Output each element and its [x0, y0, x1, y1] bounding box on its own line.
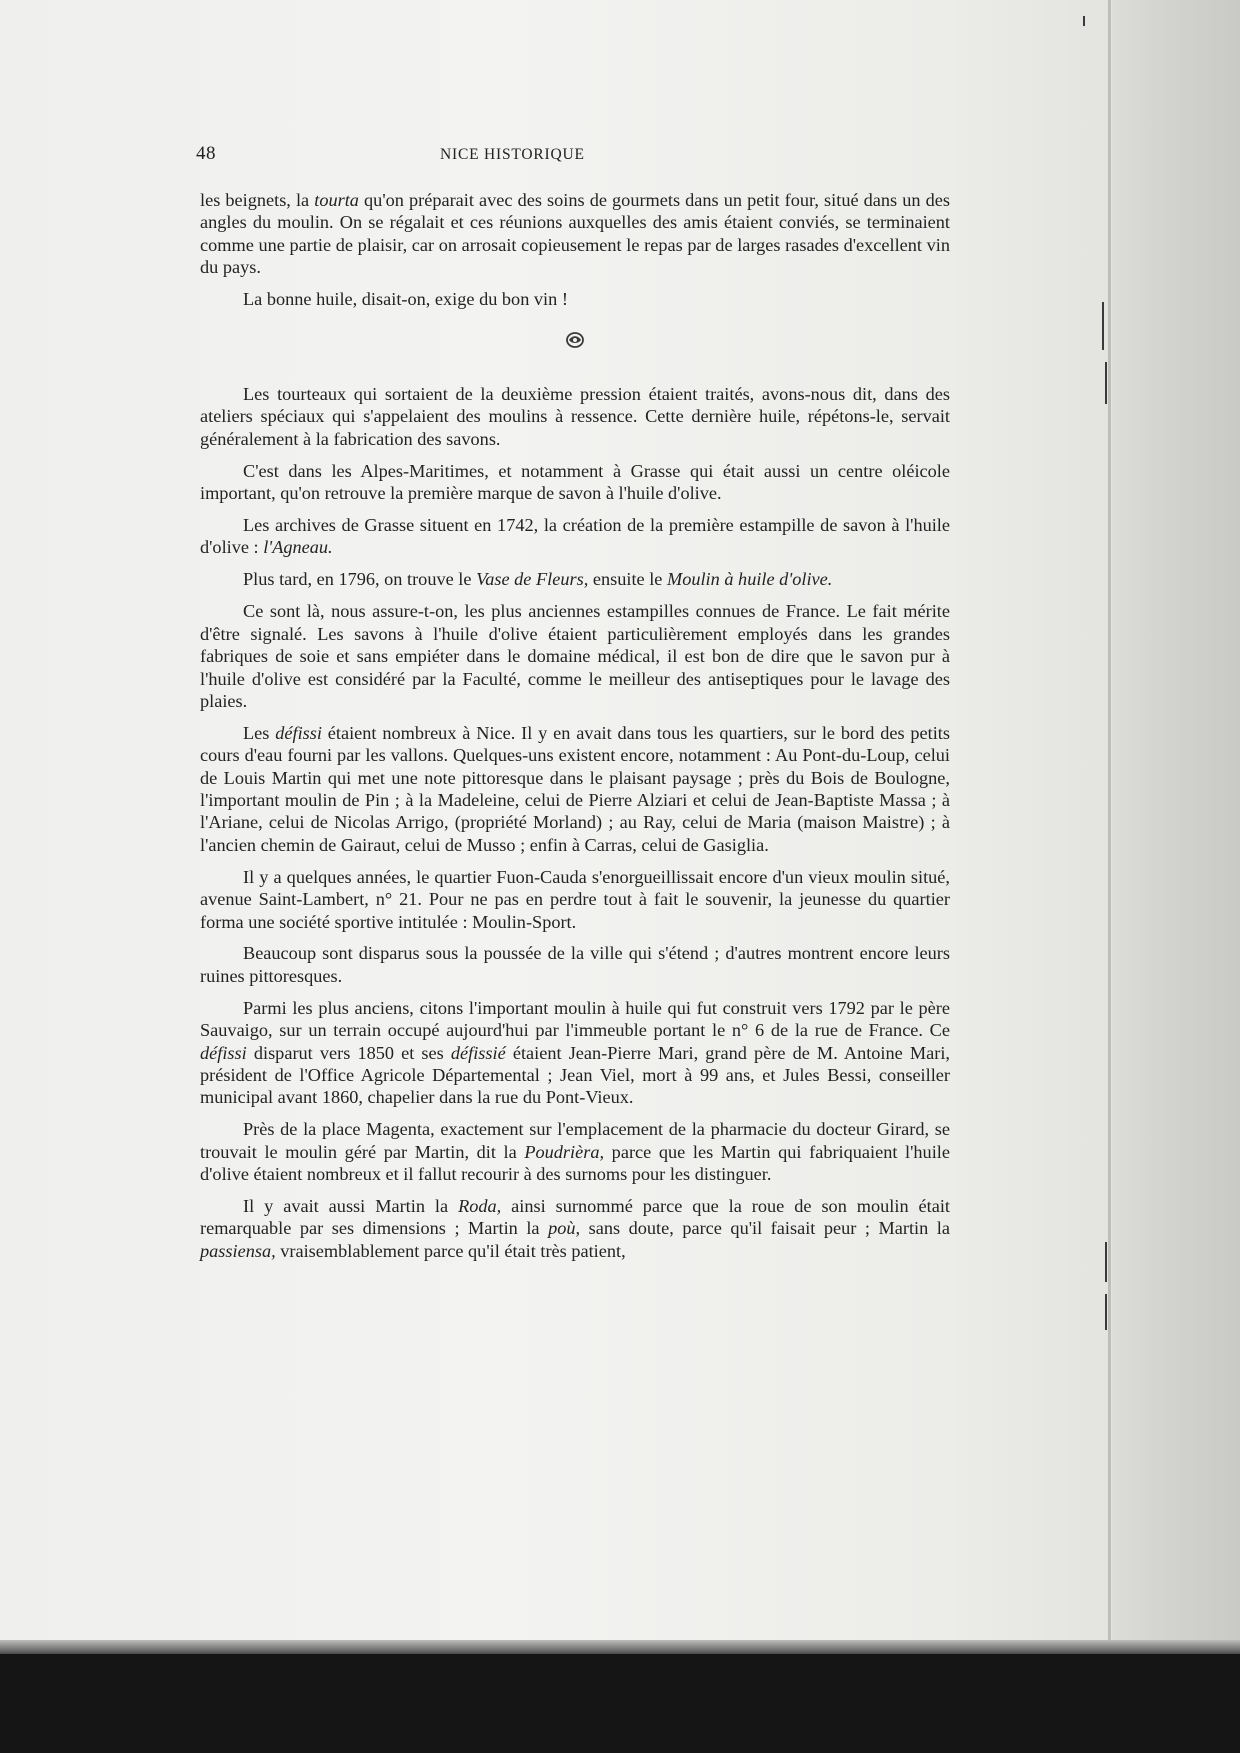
text-run: étaient nombreux à Nice. Il y en avait dans tous les quartiers, sur le bord des petits cours d'eau fourni par les vallons. Quelques-uns existent encore, notamment : Au Pont-du-Loup, celui de Louis Martin qui met une note pittoresque dans le plaisant paysage ; près du Bois de Boulogne, l'important moulin de Pin ; à la Madeleine, celui de Pierre Alziari et celui de Jean-Baptiste Massa ; à l'Ariane, celui de Nicolas Arrigo, (propriété Morland) ; au Ray, celui de Maria (maison Maistre) ; à l'ancien chemin de Gairaut, celui de Musso ; enfin à Carras, celui de Gasiglia.: [200, 722, 951, 855]
running-title: NICE HISTORIQUE: [440, 146, 585, 163]
page-number: 48: [196, 143, 216, 164]
italic-term: l'Agneau.: [263, 537, 333, 558]
text-run: Parmi les plus anciens, citons l'important moulin à huile qui fut construit vers 1792 par le père Sauvaigo, sur un terrain occupé aujourd'hui par l'immeuble portant le n° 6 de la rue de France. Ce: [200, 997, 950, 1041]
text-run: Les tourteaux qui sortaient de la deuxième pression étaient traités, avons-nous dit, dans des ateliers spéciaux qui s'appelaient des moulins à ressence. Cette dernière huile, répétons-le, servait généralement à la fabrication des savons.: [200, 384, 950, 449]
paragraph: [200, 383, 950, 450]
text-run: Il y avait aussi Martin la: [243, 1196, 459, 1217]
text-run: vraisemblablement parce qu'il était très patient,: [275, 1240, 626, 1261]
text-run: ensuite le: [588, 569, 667, 590]
italic-term: poù,: [548, 1218, 581, 1239]
paragraph: [200, 460, 950, 505]
text-run: sans doute, parce qu'il faisait peur ; Martin la: [580, 1218, 950, 1239]
italic-term: passiensa,: [200, 1240, 276, 1261]
italic-term: défissié: [450, 1042, 506, 1063]
paragraph: [200, 722, 950, 856]
scanner-background: [0, 1654, 1240, 1753]
page-fold-line: [1108, 0, 1111, 1648]
italic-term: Vase de Fleurs,: [476, 569, 589, 590]
italic-term: Roda,: [458, 1196, 502, 1217]
text-run: Ce sont là, nous assure-t-on, les plus anciennes estampilles connues de France. Le fait mérite d'être signalé. Les savons à l'huile d'olive étaient particulièrement employés dans les grandes fabriques de soie et sans empiéter dans le domaine médical, il est bon de dire que le savon pur à l'huile d'olive est considéré par la Faculté, comme le meilleur des antiseptiques pour le lavage des plaies.: [200, 601, 950, 711]
text-run: ainsi surnommé parce que la roue de son moulin était remarquable par ses dimensions ; Martin la: [200, 1196, 950, 1239]
paragraph: [200, 1195, 950, 1262]
margin-mark: [1105, 362, 1107, 404]
paragraph: [200, 514, 950, 559]
text-run: Les: [243, 722, 276, 743]
page-right-edge: [1112, 0, 1240, 1648]
paragraph: [200, 600, 950, 712]
italic-term: défissi: [200, 1042, 247, 1063]
margin-mark: [1105, 1242, 1107, 1282]
text-run: C'est dans les Alpes-Maritimes, et notamment à Grasse qui était aussi un centre oléicole important, qu'on retrouve la première marque de savon à l'huile d'olive.: [200, 460, 950, 504]
text-run: Les archives de Grasse situent en 1742, la création de la première estampille de savon à l'huile d'olive :: [200, 515, 950, 558]
paragraph: [200, 1118, 950, 1185]
italic-term: Poudrièra,: [524, 1141, 605, 1162]
text-run: Il y a quelques années, le quartier Fuon-Cauda s'enorgueillissait encore d'un vieux moulin situé, avenue Saint-Lambert, n° 21. Pour ne pas en perdre tout à fait le souvenir, la jeunesse du quartier forma une société sportive intitulée : Moulin-Sport.: [200, 866, 950, 932]
paragraph: [200, 288, 950, 310]
paragraph: [200, 866, 950, 933]
text-run: parce que les Martin qui fabriquaient l'huile d'olive étaient nombreux et il fallut recourir à des surnoms pour les distinguer.: [200, 1141, 950, 1185]
fleuron-icon: [565, 331, 585, 349]
article-body: [200, 189, 950, 1272]
text-run: Beaucoup sont disparus sous la poussée de la ville qui s'étend ; d'autres montrent encore leurs ruines pittoresques.: [200, 943, 950, 986]
italic-term: défissi: [275, 722, 322, 743]
italic-term: Moulin à huile d'olive.: [666, 569, 833, 590]
paragraph: [200, 189, 950, 279]
text-run: disparut vers 1850 et ses: [246, 1042, 451, 1063]
text-run: les beignets, la: [200, 190, 315, 210]
text-run: qu'on préparait avec des soins de gourmets dans un petit four, situé dans un des angles du moulin. On se régalait et ces réunions auxquelles des amis étaient conviés, se terminaient comme une partie de plaisir, car on arrosait copieusement le repas par de larges rasades d'excellent vin du pays.: [200, 190, 950, 278]
fleuron-ornament-icon: [200, 320, 950, 383]
text-run: La bonne huile, disait-on, exige du bon vin !: [243, 289, 568, 310]
margin-mark: [1105, 1294, 1107, 1330]
italic-term: tourta: [314, 190, 359, 210]
margin-mark: [1083, 16, 1085, 26]
text-run: Près de la place Magenta, exactement sur l'emplacement de la pharmacie du docteur Girard, se trouvait le moulin géré par Martin, dit la: [200, 1119, 950, 1162]
text-run: étaient Jean-Pierre Mari, grand père de M. Antoine Mari, président de l'Office Agricole Départemental ; Jean Viel, mort à 99 ans, et Jules Bessi, conseiller municipal avant 1860, chapelier dans la rue du Pont-Vieux.: [200, 1042, 950, 1108]
text-run: Plus tard, en 1796, on trouve le: [243, 569, 477, 590]
paragraph: [200, 997, 950, 1109]
paragraph: [200, 942, 950, 987]
margin-mark: [1102, 302, 1104, 350]
paragraph: [200, 568, 950, 590]
